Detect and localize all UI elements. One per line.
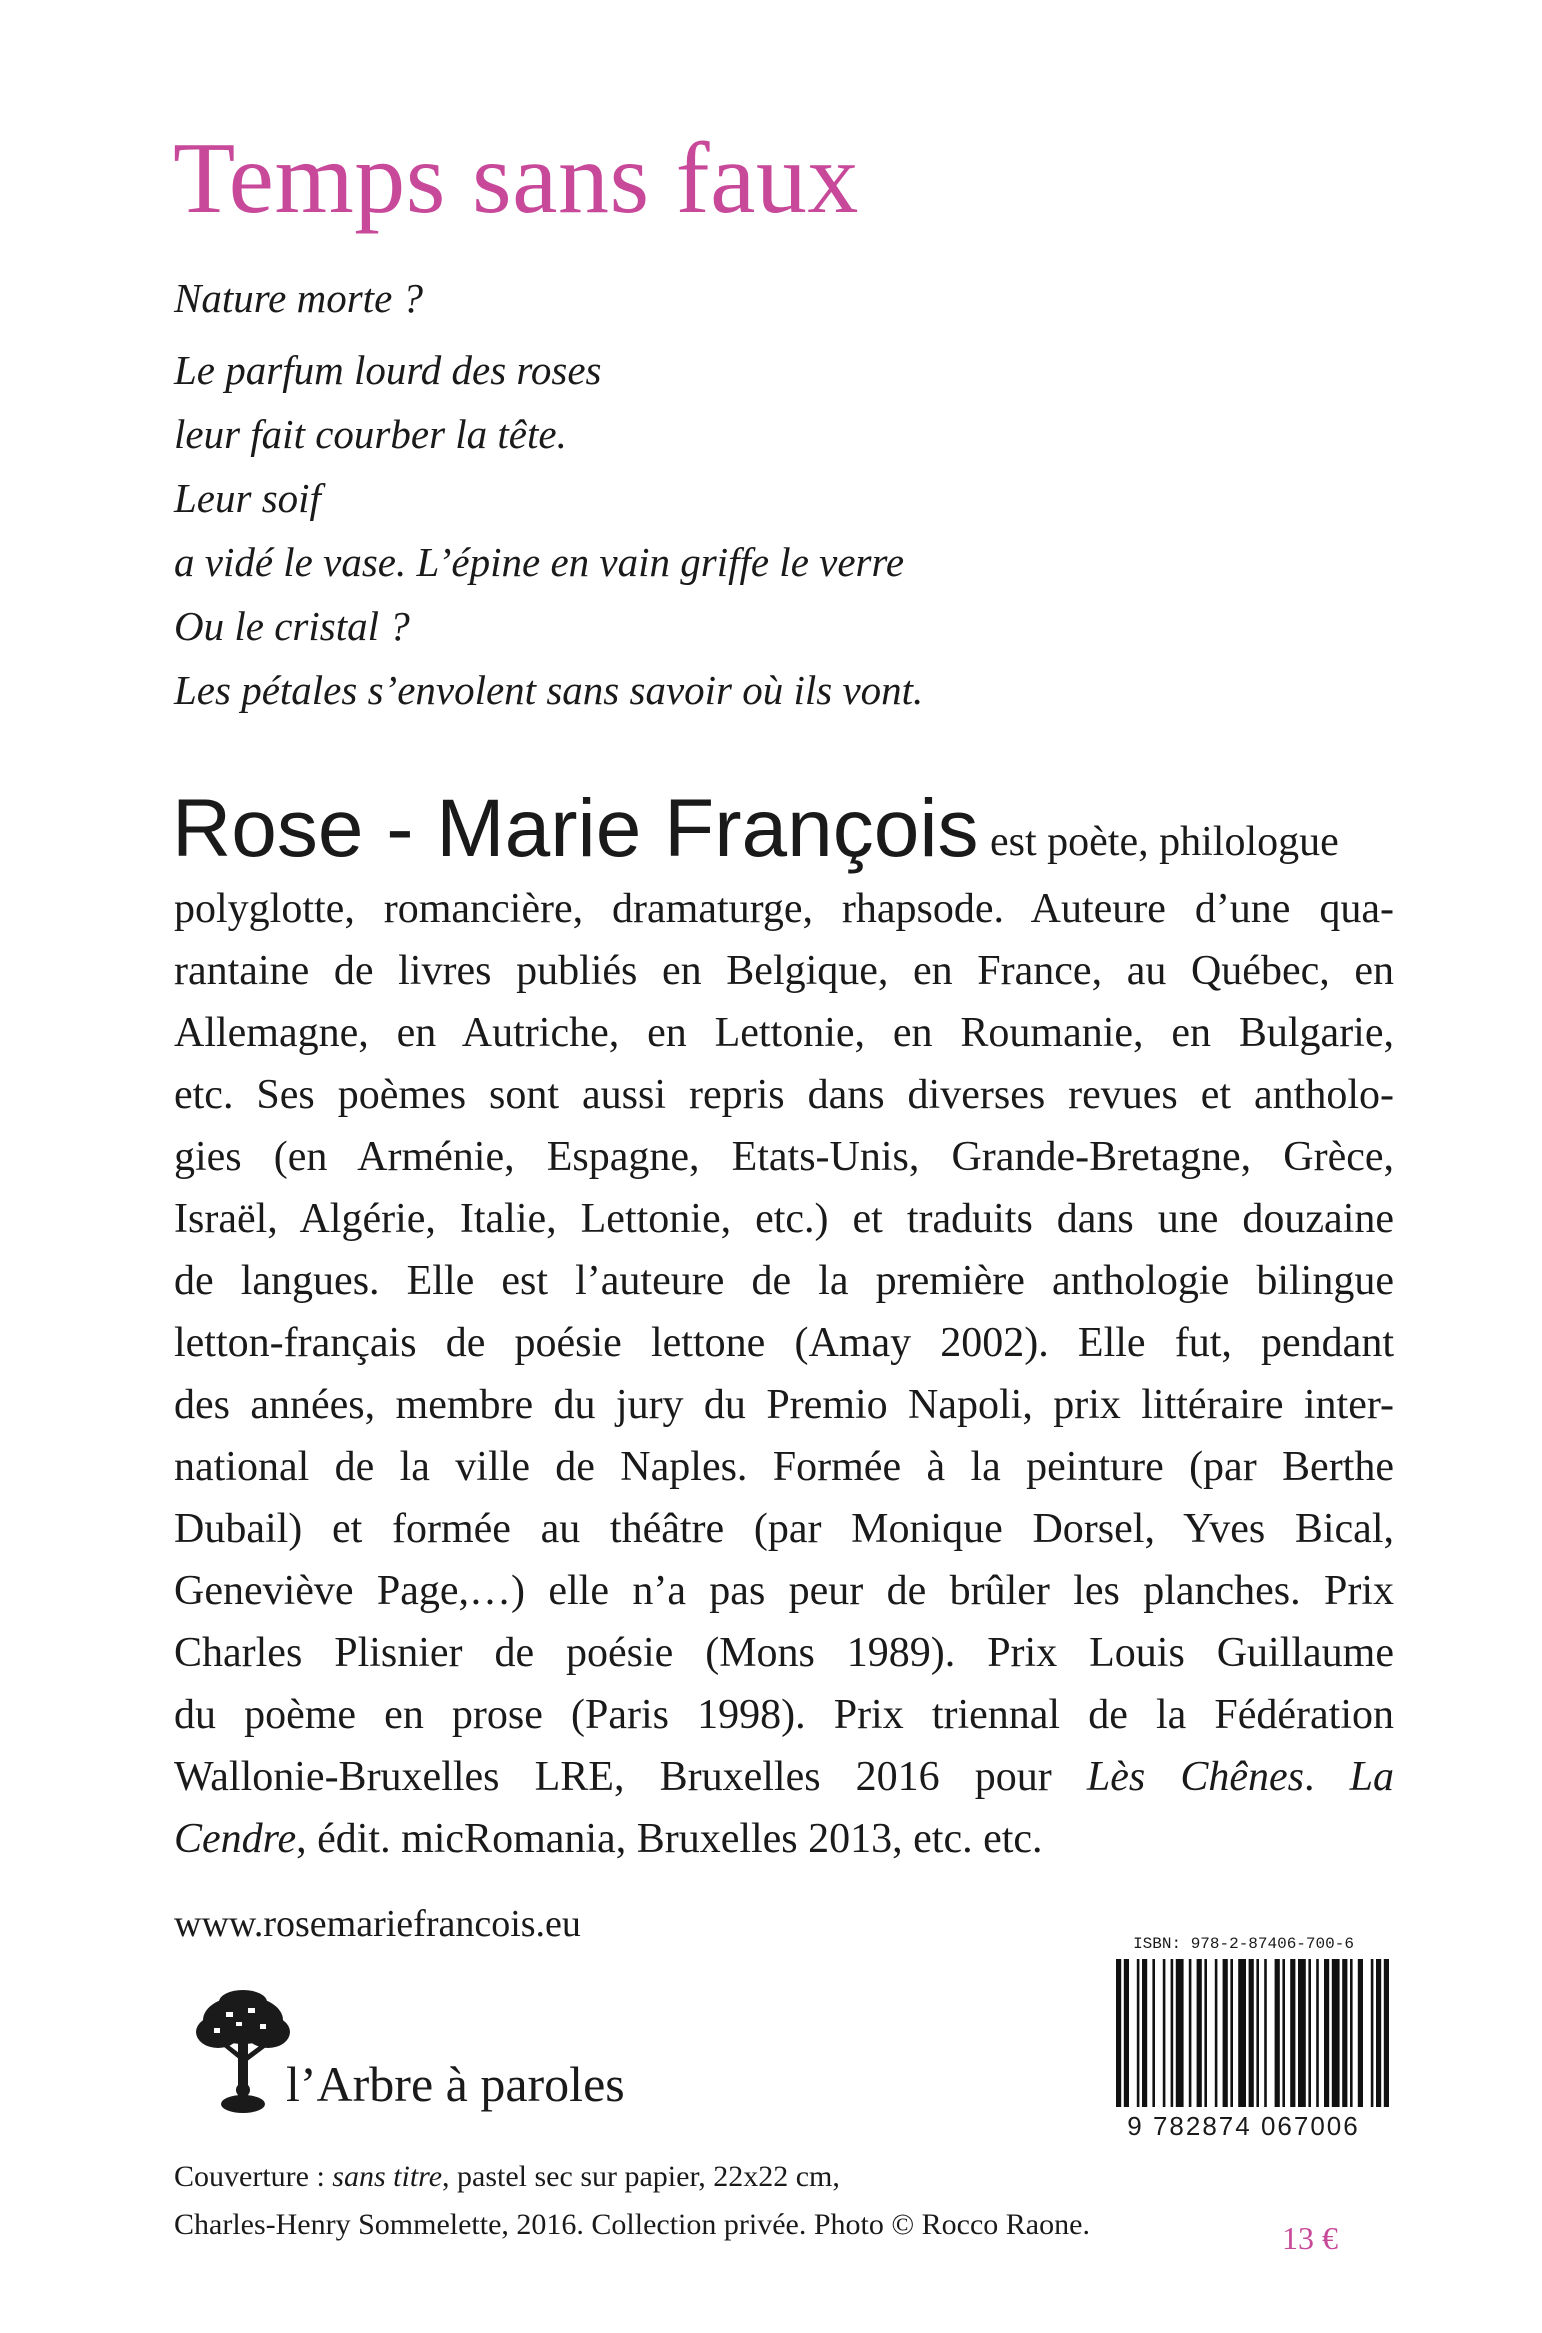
bio-line [174, 1818, 1043, 1860]
poem-line: Nature morte ? [174, 275, 424, 321]
bio-line: du poème en prose (Paris 1998). Prix triennal de la Fédération [174, 1692, 1394, 1738]
bio-line: de langues. Elle est l’auteure de la première anthologie bilingue [174, 1258, 1394, 1304]
poem-line: leur fait courber la tête. [174, 411, 567, 457]
bio-line: Allemagne, en Autriche, en Lettonie, en Roumanie, en Bulgarie, [174, 1010, 1394, 1056]
ean-digits: 9 782874 067006 [1127, 2111, 1360, 2141]
bio-line: national de la ville de Naples. Formée à la peinture (par Berthe [174, 1444, 1394, 1490]
cover-credits-line1 [174, 2160, 840, 2194]
publisher-name: l’Arbre à paroles [286, 2056, 625, 2112]
barcode-bar [1223, 1959, 1228, 2107]
bio-line: letton-français de poésie lettone (Amay 2002). Elle fut, pendant [174, 1320, 1394, 1366]
barcode-bar [1316, 1959, 1319, 2107]
author-bio-intro: est poète, philologue [990, 819, 1339, 865]
poem-line: Les pétales s’envolent sans savoir où ils vont. [174, 667, 924, 713]
barcode-bars [1098, 1935, 1389, 2111]
barcode-bar [1342, 1959, 1347, 2107]
poem-line: a vidé le vase. L’épine en vain griffe le verre [174, 539, 905, 585]
credits-text: , pastel sec sur papier, 22x22 cm, [442, 2160, 840, 2193]
barcode-bar [1298, 1959, 1306, 2107]
book-title-les-chenes: Lès Chênes [1086, 1754, 1305, 1800]
barcode-bar [1371, 1959, 1374, 2107]
barcode-bar [1197, 1959, 1202, 2107]
author-website: www.rosemariefrancois.eu [174, 1903, 581, 1945]
barcode-bar [1163, 1959, 1166, 2107]
barcode-bar [1189, 1959, 1192, 2107]
barcode-bar [1332, 1959, 1340, 2107]
barcode-bar [1249, 1959, 1254, 2107]
barcode-bar [1358, 1959, 1363, 2107]
bio-line: Geneviève Page,…) elle n’a pas peur de brûler les planches. Prix [174, 1568, 1394, 1614]
barcode-bar [1152, 1959, 1155, 2107]
barcode-bar [1116, 1959, 1121, 2107]
barcode-bar [1376, 1959, 1381, 2107]
book-title-la-cendre-part2: Cendre [174, 1816, 297, 1862]
barcode-bar [1290, 1959, 1295, 2107]
barcode-bar [1308, 1959, 1311, 2107]
bio-line: polyglotte, romancière, dramaturge, rhapsode. Auteure d’une qua- [174, 886, 1394, 932]
barcode-bar [1384, 1959, 1389, 2107]
bio-line: rantaine de livres publiés en Belgique, en France, au Québec, en [174, 948, 1394, 994]
barcode-bar [1204, 1959, 1207, 2107]
bio-line: gies (en Arménie, Espagne, Etats-Unis, Grande-Bretagne, Grèce, [174, 1134, 1394, 1180]
bio-text: . [1304, 1754, 1350, 1800]
cover-credits-line2: Charles-Henry Sommelette, 2016. Collection privée. Photo © Rocco Raone. [174, 2208, 1090, 2241]
poem-line: Ou le cristal ? [174, 603, 410, 649]
barcode-bar [1282, 1959, 1285, 2107]
bio-line: Dubail) et formée au théâtre (par Monique Dorsel, Yves Bical, [174, 1506, 1394, 1552]
poem-line: Leur soif [174, 475, 321, 521]
barcode-bar [1256, 1959, 1259, 2107]
barcode-bar [1275, 1959, 1280, 2107]
barcode-bar [1230, 1959, 1233, 2107]
barcode-bar [1142, 1959, 1147, 2107]
barcode-bar [1124, 1959, 1129, 2107]
bio-line [174, 1756, 1394, 1798]
bio-line: Charles Plisnier de poésie (Mons 1989). Prix Louis Guillaume [174, 1630, 1394, 1676]
barcode-bar [1324, 1959, 1329, 2107]
barcode-bar [1264, 1959, 1267, 2107]
bio-text: , édit. micRomania, Bruxelles 2013, etc. etc. [296, 1816, 1043, 1862]
barcode-bar [1171, 1959, 1174, 2107]
barcode-bar [1137, 1959, 1140, 2107]
book-title-la-cendre-part1: La [1349, 1754, 1394, 1800]
barcode-bar [1176, 1959, 1184, 2107]
barcode-bar [1215, 1959, 1218, 2107]
author-name: Rose - Marie François [172, 783, 979, 874]
publisher-tree-logo [188, 1990, 298, 2120]
artwork-title: sans titre [332, 2160, 443, 2193]
barcode-bar [1238, 1959, 1246, 2107]
bio-text: Wallonie-Bruxelles LRE, Bruxelles 2016 pour [174, 1754, 1087, 1800]
bio-line: des années, membre du jury du Premio Napoli, prix littéraire inter- [174, 1382, 1394, 1428]
isbn-label: ISBN: 978-2-87406-700-6 [1133, 1935, 1354, 1953]
bio-line: etc. Ses poèmes sont aussi repris dans diverses revues et antholo- [174, 1072, 1394, 1118]
barcode-bar [1350, 1959, 1353, 2107]
price: 13 € [1282, 2220, 1338, 2256]
book-title: Temps sans faux [173, 122, 859, 235]
credits-text: Couverture : [174, 2160, 333, 2193]
bio-line: Israël, Algérie, Italie, Lettonie, etc.) et traduits dans une douzaine [174, 1196, 1394, 1242]
poem-line: Le parfum lourd des roses [174, 347, 602, 393]
isbn-barcode [1098, 1935, 1389, 2139]
